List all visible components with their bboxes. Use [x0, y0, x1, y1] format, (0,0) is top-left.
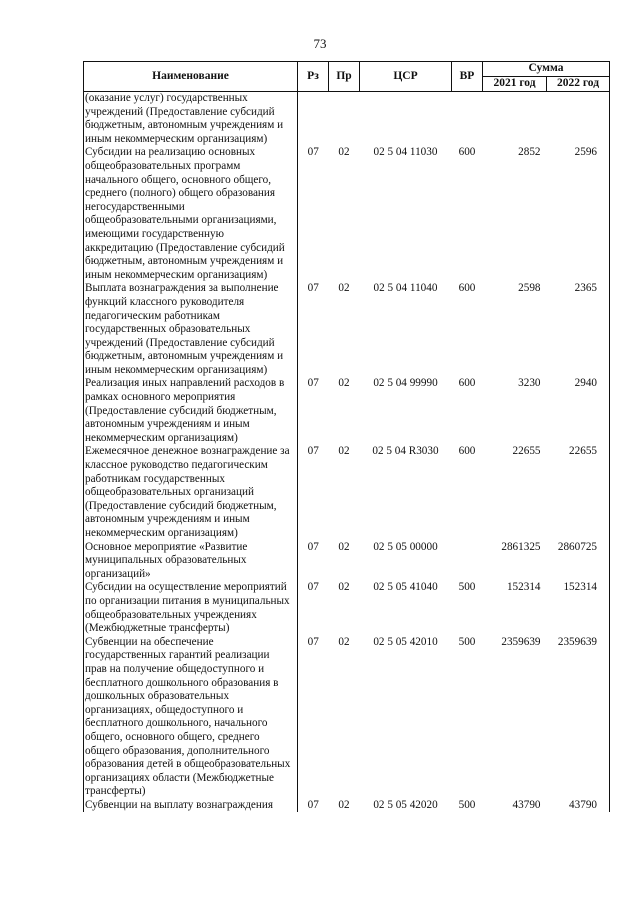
- row-name: Выплата вознаграждения за выполнение функций классного руководителя педагогическим работникам государственных образовательных учреждений (Предоставление субсидий бюджетным, автономным учреждениям и иным некоммерческим организациям): [84, 282, 298, 377]
- row-sum-2021: 2359639: [501, 635, 541, 648]
- row-sum-2022: 152314: [547, 581, 610, 635]
- row-sum-2022: 2860725: [547, 541, 610, 582]
- row-name: Субвенции на обеспечение государственных гарантий реализации прав на получение общедоступного и бесплатного дошкольного образования в дошкольных образовательных организациях, общедоступного и бесплатного дошкольного, начального общего, основного общего, среднего общего образования, дополнительного образования детей в общеобразовательных организациях области (Межбюджетные трансферты): [84, 636, 298, 799]
- table-row: [84, 541, 610, 582]
- header-pr: Пр: [329, 62, 360, 92]
- table-row: [84, 146, 610, 282]
- row-sum-2021: 152314: [506, 581, 541, 594]
- row-name: Основное мероприятие «Развитие муниципальных образовательных организаций»: [84, 541, 298, 582]
- table-body: [84, 92, 610, 813]
- row-sum-2022: 22655: [547, 445, 610, 540]
- row-pr: 02: [338, 581, 350, 594]
- row-sum-2021: 2861325: [501, 540, 541, 553]
- row-sum-2021: 43790: [512, 798, 541, 811]
- row-vr: [452, 92, 483, 147]
- row-csr: 02 5 05 42010: [373, 635, 438, 648]
- header-name: Наименование: [84, 62, 298, 92]
- row-pr: 02: [338, 635, 350, 648]
- row-pr: 02: [338, 445, 350, 458]
- row-sum-2021: 3230: [518, 377, 541, 390]
- table-row: [84, 92, 610, 147]
- row-pr: 02: [338, 282, 350, 295]
- row-name: Ежемесячное денежное вознаграждение за классное руководство педагогическим работникам государственных общеобразовательных организаций (Предоставление субсидий бюджетным, автономным учреждениям и иным некоммерческим организациям): [84, 445, 298, 540]
- row-pr: [329, 92, 360, 147]
- row-name: Реализация иных направлений расходов в рамках основного мероприятия (Предоставление субсидий бюджетным, автономным учреждениям и иным некоммерческим организациям): [84, 377, 298, 445]
- row-pr: 02: [338, 540, 350, 553]
- header-vr: ВР: [452, 62, 483, 92]
- table-header: [84, 62, 610, 92]
- row-csr: 02 5 05 42020: [373, 798, 438, 811]
- header-year-2022: 2022 год: [547, 77, 610, 92]
- header-rz: Рз: [298, 62, 329, 92]
- row-csr: 02 5 05 41040: [373, 581, 438, 594]
- row-sum-2022: 43790: [547, 799, 610, 813]
- budget-table: [83, 61, 610, 812]
- row-rz: 07: [307, 146, 319, 159]
- row-vr: [452, 541, 483, 582]
- row-rz: 07: [307, 635, 319, 648]
- row-pr: 02: [338, 146, 350, 159]
- row-vr: 600: [458, 282, 476, 295]
- header-csr: ЦСР: [360, 62, 452, 92]
- row-rz: 07: [307, 581, 319, 594]
- table-row: [84, 282, 610, 377]
- row-pr: 02: [338, 377, 350, 390]
- row-sum-2022: 2359639: [547, 636, 610, 799]
- row-rz: 07: [307, 445, 319, 458]
- row-sum-2021: 22655: [512, 445, 541, 458]
- table-row: [84, 799, 610, 813]
- row-vr: 600: [458, 377, 476, 390]
- row-vr: 600: [458, 146, 476, 159]
- row-csr: 02 5 04 11030: [373, 146, 438, 159]
- row-name: Субсидии на реализацию основных общеобразовательных программ начального общего, основного общего, среднего (полного) общего образования негосударственными общеобразовательными организациями, имеющими государственную аккредитацию (Предоставление субсидий бюджетным, автономным учреждениям и иным некоммерческим организациям): [84, 146, 298, 282]
- row-sum-2022: [547, 92, 610, 147]
- row-rz: 07: [307, 540, 319, 553]
- page-number: 73: [313, 36, 327, 51]
- row-sum-2021: 2598: [518, 282, 541, 295]
- table-row: [84, 445, 610, 540]
- row-sum-2022: 2596: [547, 146, 610, 282]
- row-name: (оказание услуг) государственных учреждений (Предоставление субсидий бюджетным, автономным учреждениям и иным некоммерческим организациям): [84, 92, 298, 147]
- row-sum-2022: 2940: [547, 377, 610, 445]
- row-rz: 07: [307, 377, 319, 390]
- row-csr: 02 5 04 R3030: [372, 445, 439, 458]
- row-name: Субсидии на осуществление мероприятий по организации питания в муниципальных общеобразовательных учреждениях (Межбюджетные трансферты): [84, 581, 298, 635]
- header-year-2021: 2021 год: [483, 77, 547, 92]
- table-row: [84, 377, 610, 445]
- row-csr: [360, 92, 452, 147]
- row-sum-2022: 2365: [547, 282, 610, 377]
- row-rz: 07: [307, 798, 319, 811]
- header-sum: Сумма: [483, 62, 610, 77]
- row-csr: 02 5 04 11040: [373, 282, 438, 295]
- row-pr: 02: [338, 798, 350, 811]
- row-rz: [298, 92, 329, 147]
- row-vr: 500: [458, 798, 476, 811]
- row-csr: 02 5 05 00000: [373, 540, 438, 553]
- row-csr: 02 5 04 99990: [373, 377, 438, 390]
- row-sum-2021: 2852: [518, 146, 541, 159]
- row-name: Субвенции на выплату вознаграждения: [84, 799, 298, 813]
- row-vr: 500: [458, 635, 476, 648]
- row-vr: 500: [458, 581, 476, 594]
- row-rz: 07: [307, 282, 319, 295]
- table-row: [84, 581, 610, 635]
- row-vr: 600: [458, 445, 476, 458]
- row-sum-2021: [483, 92, 547, 147]
- table-row: [84, 636, 610, 799]
